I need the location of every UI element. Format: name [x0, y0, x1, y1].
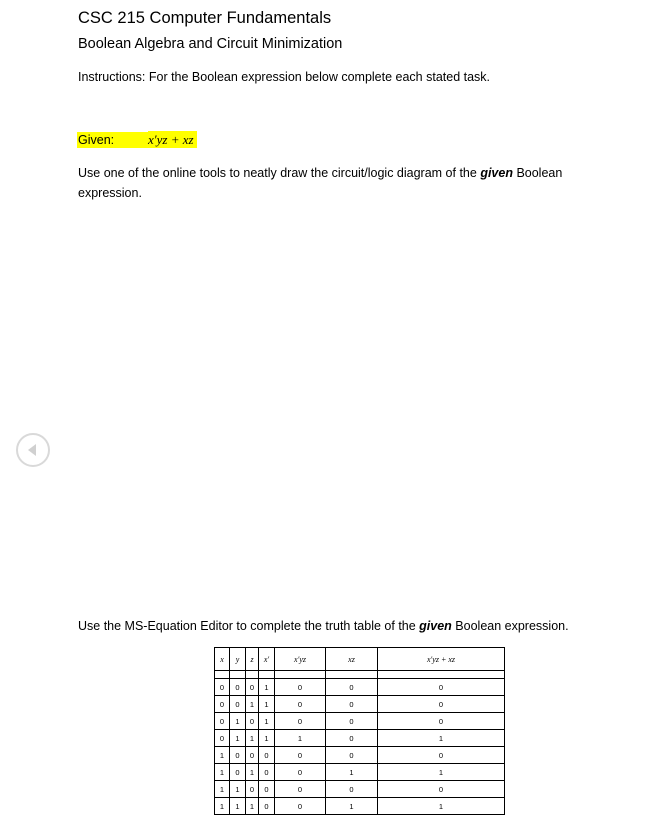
task1-text-before: Use one of the online tools to neatly draw the circuit/logic diagram of the — [78, 166, 481, 180]
truth-table-header-row — [215, 648, 505, 671]
truth-table-cell: 1 — [215, 798, 230, 815]
truth-table-cell: 1 — [230, 713, 246, 730]
truth-table-header-cell: z — [246, 648, 259, 671]
truth-table-cell: 1 — [230, 730, 246, 747]
task-draw-circuit — [78, 163, 626, 203]
given-label: Given: — [77, 132, 118, 148]
truth-table-cell: 0 — [259, 747, 275, 764]
truth-table-spacer-cell — [326, 671, 378, 679]
task2-emphasis: given — [419, 619, 452, 633]
given-highlight-gap — [118, 132, 148, 148]
truth-table-cell: 1 — [326, 798, 378, 815]
task1-emphasis: given — [480, 166, 513, 180]
truth-table-cell: 0 — [326, 730, 378, 747]
table-row — [215, 713, 505, 730]
truth-table-cell: 0 — [275, 679, 326, 696]
truth-table-cell: 0 — [275, 764, 326, 781]
truth-table-cell: 0 — [326, 747, 378, 764]
truth-table-cell: 0 — [378, 713, 505, 730]
table-row — [215, 730, 505, 747]
truth-table-cell: 0 — [215, 730, 230, 747]
document-subtitle: Boolean Algebra and Circuit Minimization — [78, 36, 343, 52]
truth-table-spacer-cell — [259, 671, 275, 679]
truth-table-cell: 1 — [246, 696, 259, 713]
previous-page-button[interactable] — [16, 433, 50, 467]
truth-table-cell: 0 — [378, 747, 505, 764]
truth-table-cell: 0 — [275, 713, 326, 730]
truth-table-cell: 1 — [246, 730, 259, 747]
truth-table-cell: 0 — [378, 696, 505, 713]
truth-table-cell: 1 — [215, 747, 230, 764]
truth-table-cell: 1 — [246, 798, 259, 815]
table-row — [215, 747, 505, 764]
task-truth-table — [78, 619, 569, 633]
truth-table-cell: 0 — [246, 781, 259, 798]
truth-table-cell: 1 — [259, 679, 275, 696]
truth-table-cell: 0 — [275, 781, 326, 798]
truth-table-cell: 0 — [378, 679, 505, 696]
truth-table-cell: 0 — [326, 679, 378, 696]
truth-table-header-cell: xz — [326, 648, 378, 671]
previous-page-arrow-icon — [24, 441, 42, 459]
truth-table-cell: 0 — [230, 764, 246, 781]
truth-table-spacer-cell — [215, 671, 230, 679]
task2-text-before: Use the MS-Equation Editor to complete the truth table of the — [78, 619, 420, 633]
truth-table-cell: 1 — [275, 730, 326, 747]
task1-text-after: Boolean expression. — [78, 166, 563, 200]
truth-table-cell: 1 — [378, 764, 505, 781]
truth-table-cell: 1 — [230, 781, 246, 798]
truth-table-header-cell: x′yz + xz — [378, 648, 505, 671]
truth-table-cell: 1 — [246, 764, 259, 781]
truth-table-cell: 0 — [246, 713, 259, 730]
given-expression: x′yz + xz — [148, 131, 197, 148]
truth-table-cell: 0 — [326, 713, 378, 730]
truth-table-header-cell: x′yz — [275, 648, 326, 671]
truth-table-cell: 0 — [230, 679, 246, 696]
table-row — [215, 781, 505, 798]
truth-table-spacer-cell — [378, 671, 505, 679]
truth-table-cell: 1 — [378, 730, 505, 747]
truth-table-spacer-cell — [275, 671, 326, 679]
truth-table-cell: 0 — [326, 696, 378, 713]
table-row — [215, 679, 505, 696]
table-row — [215, 764, 505, 781]
truth-table-cell: 0 — [259, 798, 275, 815]
truth-table-cell: 0 — [259, 764, 275, 781]
truth-table-header-cell: x — [215, 648, 230, 671]
truth-table-header-cell: y — [230, 648, 246, 671]
document-title: CSC 215 Computer Fundamentals — [78, 9, 332, 27]
truth-table-cell: 0 — [230, 696, 246, 713]
truth-table-cell: 1 — [378, 798, 505, 815]
truth-table — [214, 647, 505, 815]
truth-table-cell: 0 — [378, 781, 505, 798]
table-row — [215, 696, 505, 713]
task2-text-after: Boolean expression. — [451, 619, 569, 633]
truth-table-cell: 0 — [215, 696, 230, 713]
truth-table-cell: 0 — [246, 747, 259, 764]
truth-table-spacer-row — [215, 671, 505, 679]
truth-table-cell: 0 — [215, 679, 230, 696]
truth-table-spacer-cell — [230, 671, 246, 679]
truth-table-cell: 0 — [246, 679, 259, 696]
truth-table-cell: 0 — [259, 781, 275, 798]
truth-table-spacer-cell — [246, 671, 259, 679]
truth-table-cell: 1 — [259, 730, 275, 747]
truth-table-header-cell: x′ — [259, 648, 275, 671]
truth-table-cell: 0 — [230, 747, 246, 764]
truth-table-cell: 1 — [259, 696, 275, 713]
truth-table-cell: 0 — [275, 696, 326, 713]
truth-table-cell: 0 — [215, 713, 230, 730]
truth-table-cell: 0 — [326, 781, 378, 798]
truth-table-cell: 1 — [215, 764, 230, 781]
truth-table-cell: 0 — [275, 798, 326, 815]
truth-table-cell: 1 — [230, 798, 246, 815]
instructions-text: Instructions: For the Boolean expression below complete each stated task. — [78, 70, 491, 84]
truth-table-cell: 1 — [259, 713, 275, 730]
truth-table-cell: 1 — [326, 764, 378, 781]
truth-table-cell: 1 — [215, 781, 230, 798]
table-row — [215, 798, 505, 815]
truth-table-cell: 0 — [275, 747, 326, 764]
